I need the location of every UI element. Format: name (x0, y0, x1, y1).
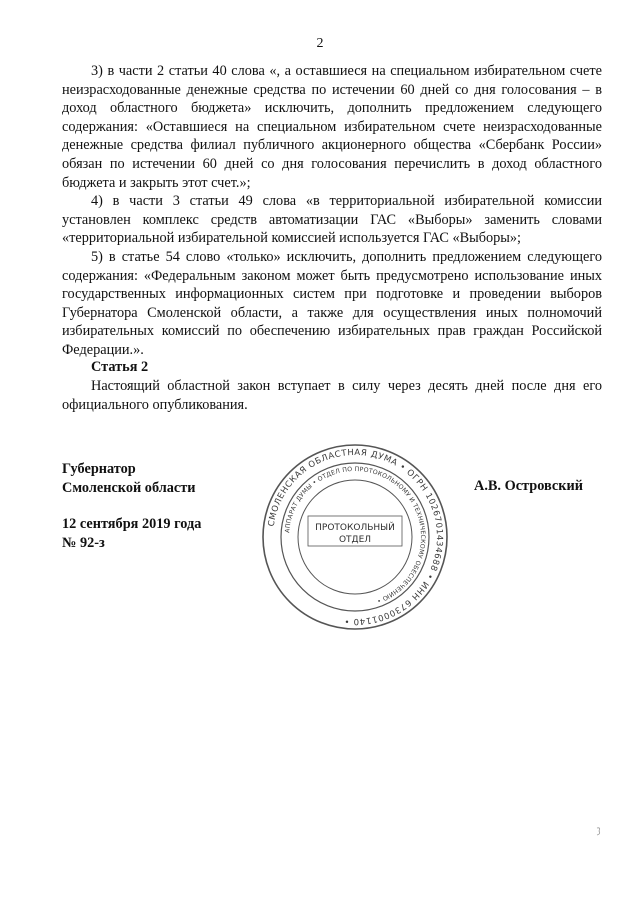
signatory-title-line2: Смоленской области (62, 479, 196, 496)
signatory-title (62, 460, 196, 497)
scan-mark (596, 826, 602, 836)
signing-date: 12 сентября 2019 года (62, 516, 202, 532)
amendment-paragraph-5: 5) в статье 54 слово «только» исключить, дополнить предложением следующего содержания: «Федеральным законом может быть предусмотрено использование иных государственных информационных систем при подготовке и проведении выборов Губернатора Смоленской области, а также для осуществления иных полномочий избирательных комиссий по обеспечению избирательных прав граждан Российской Федерации.». (62, 248, 602, 358)
article-heading: Статья 2 (91, 359, 149, 375)
stamp-outer-text: СМОЛЕНСКАЯ ОБЛАСТНАЯ ДУМА • ОГРН 1026701434688 • ИНН 6730001140 • (266, 447, 445, 627)
stamp-center-line1: ПРОТОКОЛЬНЫЙ (315, 523, 395, 533)
stamp-center-line2: ОТДЕЛ (338, 535, 372, 545)
signatory-name: А.В. Островский (474, 478, 583, 494)
amendment-paragraph-3: 3) в части 2 статьи 40 слова «, а оставшиеся на специальном избирательном счете неизрасходованные денежные средства по истечении 60 дней со дня голосования – в доход областного бюджета» исключить, дополнить предложением следующего содержания: «Оставшиеся на специальном избирательном счете неизрасходованные денежные средства филиал публичного акционерного общества «Сбербанк России» обязан по истечении 60 дней со дня голосования перечислить в доход областного бюджета и закрыть этот счет.»; (62, 63, 602, 191)
page-number: 2 (316, 36, 324, 51)
amendment-paragraph-4: 4) в части 3 статьи 49 слова «в территориальной избирательной комиссии установлен комплекс средств автоматизации ГАС «Выборы» заменить словами «территориальной избирательной комиссией используется ГАС «Выборы»; (62, 193, 602, 247)
law-number: № 92-з (62, 534, 105, 551)
official-stamp (260, 442, 450, 632)
stamp-inner-text: АППАРАТ ДУМЫ • ОТДЕЛ ПО ПРОТОКОЛЬНОМУ И ТЕХНИЧЕСКОМУ ОБЕСПЕЧЕНИЮ • (284, 465, 427, 605)
amendment-paragraphs (62, 62, 602, 360)
signing-details (62, 515, 201, 552)
article-text: Настоящий областной закон вступает в силу через десять дней после дня его официального опубликования. (62, 378, 602, 413)
signatory-title-line1: Губернатор (62, 461, 136, 477)
